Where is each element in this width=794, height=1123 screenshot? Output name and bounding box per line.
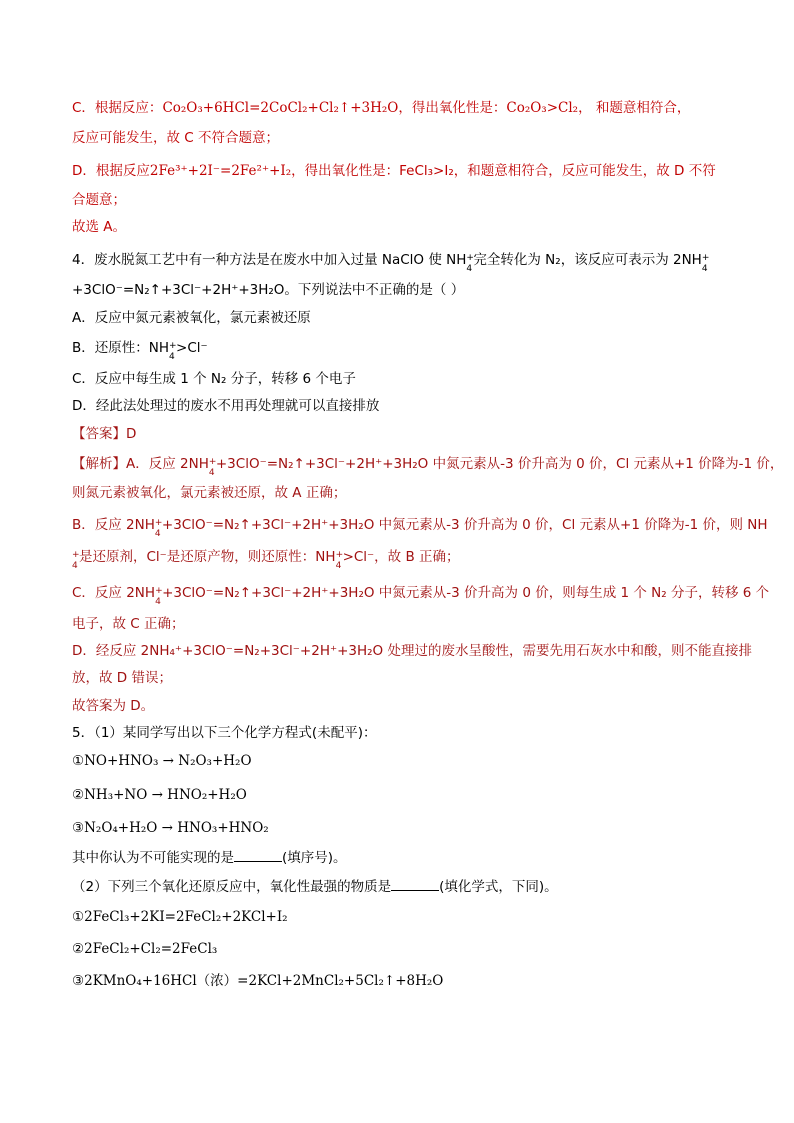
q5-question2: （2）下列三个氧化还原反应中，氧化性最强的物质是 (填化学式，下同)。 (72, 876, 558, 898)
c-option-suffix: ， 和题意相符合， (578, 100, 691, 116)
analysis-d-line1: D．经反应 2NH₄⁺+3ClO⁻=N₂+3Cl⁻+2H⁺+3H₂O 处理过的废水呈酸性，需要先用石灰水中和酸，则不能直接排 (72, 643, 752, 659)
q5-eq3: ③N₂O₄+H₂O → HNO₃+HNO₂ (72, 820, 269, 836)
d-option-prefix: D．根据反应 (72, 163, 150, 179)
d-option-line2: 合题意； (72, 192, 126, 208)
q5-intro: 5．（1）某同学写出以下三个化学方程式(未配平)： (72, 725, 377, 741)
q5-eq2: ②NH₃+NO → HNO₂+H₂O (72, 787, 247, 803)
analysis-final: 故答案为 D。 (72, 698, 155, 714)
c-option-comparison: Co₂O₃>Cl₂ (506, 100, 579, 116)
q5-reaction1: ①2FeCl₃+2KI=2FeCl₂+2KCl+I₂ (72, 909, 288, 925)
analysis-a-line2: 则氮元素被氧化，氯元素被还原，故 A 正确； (72, 485, 347, 501)
analysis-head: 【解析】 (72, 456, 126, 472)
c-option-line2: 反应可能发生，故 C 不符合题意； (72, 130, 280, 146)
nh4-ion: + 4 (72, 550, 80, 571)
analysis-c-line1: C．反应 2NH + 4 +3ClO⁻=N₂↑+3Cl⁻+2H⁺+3H₂O 中氮元素从-3 价升高为 0 价，则每生成 1 个 N₂ 分子，转移 6 个 (72, 585, 770, 607)
answer-blank[interactable] (234, 847, 282, 862)
nh4-ion: + 4 (466, 253, 474, 274)
nh4-ion: + 4 (169, 341, 177, 362)
nh4-ion: + 4 (335, 550, 344, 571)
q4-option-d: D．经此法处理过的废水不用再处理就可以直接排放 (72, 398, 380, 414)
q4-stem-b: 完全转化为 N₂，该反应可表示为 2NH (473, 252, 702, 268)
choose-line: 故选 A。 (72, 219, 127, 235)
c-option-line1 (72, 97, 690, 119)
d-option-reaction: 2Fe³⁺+2I⁻=2Fe²⁺+I₂ (149, 163, 292, 179)
answer-blank[interactable] (391, 876, 439, 891)
nh4-ion: + 4 (155, 586, 163, 607)
q5-reaction2: ②2FeCl₂+Cl₂=2FeCl₃ (72, 941, 218, 957)
q5-question1: 其中你认为不可能实现的是 (填序号)。 (72, 847, 347, 869)
analysis-d-line2: 放，故 D 错误； (72, 670, 172, 686)
nh4-ion: + 4 (154, 518, 163, 539)
c-option-reaction: Co₂O₃+6HCl=2CoCl₂+Cl₂↑+3H₂O (162, 100, 399, 116)
q5-eq1: ①NO+HNO₃ → N₂O₃+H₂O (72, 753, 252, 769)
analysis-a-line1: 【解析】A．反应 2NH + 4 +3ClO⁻=N₂↑+3Cl⁻+2H⁺+3H₂O 中氮元素从-3 价升高为 0 价，Cl 元素从+1 价降为-1 价， (72, 456, 784, 478)
d-option-comparison: FeCl₃>I₂ (399, 163, 454, 179)
analysis-c-line2: 电子，故 C 正确； (72, 616, 185, 632)
q4-option-b: B．还原性：NH + 4 >Cl⁻ (72, 340, 208, 362)
q4-answer: 【答案】D (72, 426, 137, 442)
d-option-suffix: ，和题意相符合，反应可能发生，故 D 不符 (453, 163, 716, 179)
c-option-mid: ，得出氧化性是： (398, 100, 507, 116)
q5-reaction3: ③2KMnO₄+16HCl（浓）=2KCl+2MnCl₂+5Cl₂↑+8H₂O (72, 973, 444, 989)
analysis-b-line2: + 4 是还原剂，Cl⁻是还原产物，则还原性：NH + 4 >Cl⁻，故 B 正确； (72, 549, 460, 571)
d-option-line1 (72, 160, 716, 182)
analysis-b-line1: B．反应 2NH + 4 +3ClO⁻=N₂↑+3Cl⁻+2H⁺+3H₂O 中氮元素从-3 价升高为 0 价，Cl 元素从+1 价降为-1 价，则 NH (72, 517, 768, 539)
c-option-prefix: C．根据反应： (72, 100, 163, 116)
q4-stem-line2: +3ClO⁻=N₂↑+3Cl⁻+2H⁺+3H₂O。下列说法中不正确的是（ ） (72, 282, 465, 298)
nh4-ion: + 4 (208, 457, 217, 478)
q4-option-a: A．反应中氮元素被氧化，氯元素被还原 (72, 310, 311, 326)
d-option-mid: ，得出氧化性是： (291, 163, 400, 179)
q4-option-c: C．反应中每生成 1 个 N₂ 分子，转移 6 个电子 (72, 371, 356, 387)
q4-stem-a: 4．废水脱氮工艺中有一种方法是在废水中加入过量 NaClO 使 NH (72, 252, 467, 268)
nh4-ion: + 4 (701, 253, 710, 274)
q4-stem-line1 (72, 249, 710, 274)
